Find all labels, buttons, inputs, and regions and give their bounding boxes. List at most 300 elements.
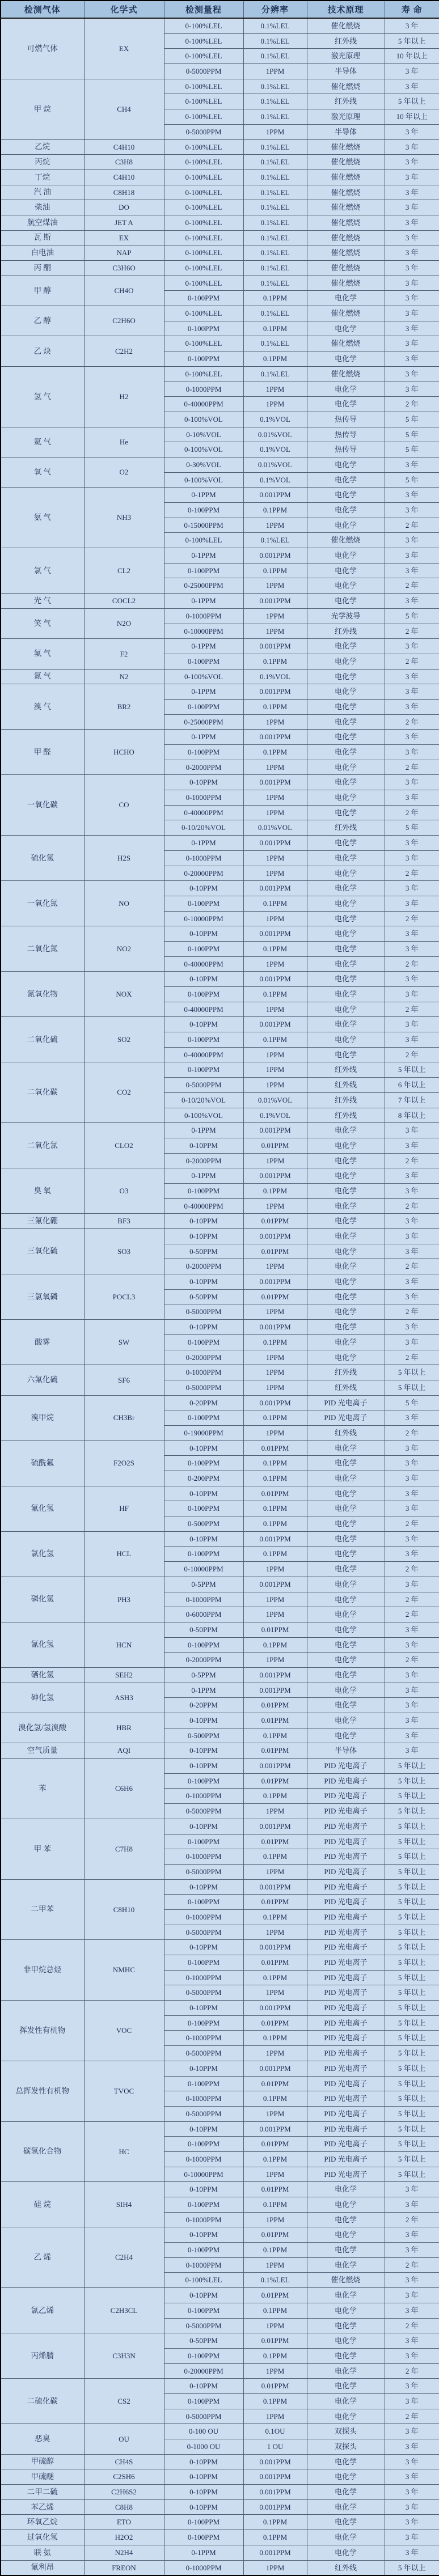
range-cell: 0-100%LEL [164, 230, 243, 245]
range-cell: 0-100PPM [164, 2393, 243, 2409]
principle-cell: 电化学 [307, 1259, 385, 1274]
lifespan-cell: 3 年 [385, 2515, 439, 2530]
lifespan-cell: 2 年 [385, 1153, 439, 1168]
principle-cell: 电化学 [307, 1244, 385, 1259]
resolution-cell: 0.001PPM [243, 639, 307, 654]
principle-cell: 电化学 [307, 2379, 385, 2394]
principle-cell: 半导体 [307, 64, 385, 79]
principle-cell: 电化学 [307, 2303, 385, 2318]
principle-cell: 激光原理 [307, 109, 385, 125]
range-cell: 0-10PPM [164, 1879, 243, 1895]
lifespan-cell: 3 年 [385, 730, 439, 745]
resolution-cell: 0.01PPM [243, 2015, 307, 2031]
lifespan-cell: 3 年 [385, 1577, 439, 1592]
principle-cell: PID 光电离子 [307, 2001, 385, 2016]
resolution-cell: 0.01PPM [243, 2227, 307, 2243]
lifespan-cell: 2 年 [385, 397, 439, 412]
principle-cell: 电化学 [307, 1622, 385, 1637]
range-cell: 0-50PPM [164, 2333, 243, 2349]
gas-name-cell: 溴甲烷 [1, 1395, 84, 1440]
principle-cell: 热传导 [307, 427, 385, 442]
principle-cell: 半导体 [307, 124, 385, 139]
lifespan-cell: 5 年以上 [385, 1834, 439, 1849]
range-cell: 0-1000PPM [164, 790, 243, 806]
formula-cell: C8H10 [84, 1879, 164, 1940]
table-row [1, 2454, 439, 2469]
resolution-cell: 0.1%LEL [243, 276, 307, 291]
formula-cell: SW [84, 1320, 164, 1365]
lifespan-cell: 3 年 [385, 366, 439, 382]
principle-cell: 电化学 [307, 1471, 385, 1486]
principle-cell: PID 光电离子 [307, 1879, 385, 1895]
range-cell: 0-10000PPM [164, 624, 243, 639]
table-row [1, 2499, 439, 2515]
principle-cell: 电化学 [307, 1229, 385, 1244]
principle-cell: 电化学 [307, 2545, 385, 2560]
gas-name-cell: 柴油 [1, 200, 84, 215]
principle-cell: PID 光电离子 [307, 2167, 385, 2182]
gas-name-cell: 一氧化碳 [1, 775, 84, 836]
formula-cell: C2H4 [84, 2227, 164, 2288]
table-row [1, 1365, 439, 1380]
range-cell: 0-10PPM [164, 1713, 243, 1728]
lifespan-cell: 2 年 [385, 2212, 439, 2227]
resolution-cell: 0.1PPM [243, 1547, 307, 1562]
principle-cell: 电化学 [307, 760, 385, 775]
range-cell: 0-10PPM [164, 2001, 243, 2016]
formula-cell: AQI [84, 1743, 164, 1759]
resolution-cell: 0.01PPM [243, 1244, 307, 1259]
formula-cell: CL2 [84, 548, 164, 594]
resolution-cell: 1PPM [243, 2318, 307, 2333]
formula-cell: BF3 [84, 1214, 164, 1229]
range-cell: 0-2000PPM [164, 1259, 243, 1274]
lifespan-cell: 5 年以上 [385, 1864, 439, 1879]
principle-cell: 电化学 [307, 745, 385, 760]
principle-cell: 催化燃烧 [307, 230, 385, 245]
principle-cell: 电化学 [307, 488, 385, 503]
lifespan-cell: 3 年 [385, 306, 439, 321]
principle-cell: PID 光电离子 [307, 1789, 385, 1804]
formula-cell: C4H10 [84, 139, 164, 155]
table-row [1, 1759, 439, 1774]
resolution-cell: 1PPM [243, 850, 307, 866]
principle-cell: 电化学 [307, 1637, 385, 1653]
range-cell: 0-1PPM [164, 2545, 243, 2560]
resolution-cell: 0.1PPM [243, 503, 307, 518]
principle-cell: 电化学 [307, 397, 385, 412]
gas-name-cell: 甲 烷 [1, 79, 84, 139]
lifespan-cell: 3 年 [385, 291, 439, 306]
lifespan-cell: 3 年 [385, 594, 439, 609]
range-cell: 0-100%VOL [164, 412, 243, 427]
resolution-cell: 0.001PPM [243, 1123, 307, 1138]
principle-cell: PID 光电离子 [307, 1909, 385, 1925]
principle-cell: 电化学 [307, 1017, 385, 1032]
resolution-cell: 0.1%LEL [243, 170, 307, 185]
range-cell: 0-100PPM [164, 941, 243, 956]
gas-name-cell: 二氧化氮 [1, 926, 84, 972]
resolution-cell: 1PPM [243, 790, 307, 806]
range-cell: 0-100%LEL [164, 306, 243, 321]
range-cell: 0-100%LEL [164, 79, 243, 94]
principle-cell: 电化学 [307, 291, 385, 306]
formula-cell: HF [84, 1486, 164, 1531]
resolution-cell: 0.1%LEL [243, 18, 307, 33]
resolution-cell: 0.1%LEL [243, 215, 307, 230]
table-row [1, 155, 439, 170]
principle-cell: 电化学 [307, 1274, 385, 1290]
lifespan-cell: 3 年 [385, 457, 439, 472]
range-cell: 0-100%LEL [164, 2273, 243, 2288]
table-row [1, 639, 439, 654]
principle-cell: 电化学 [307, 578, 385, 594]
lifespan-cell: 3 年 [385, 1501, 439, 1516]
principle-cell: 催化燃烧 [307, 200, 385, 215]
principle-cell: 电化学 [307, 730, 385, 745]
resolution-cell: 0.01%VOL [243, 1092, 307, 1108]
range-cell: 0-100PPM [164, 1501, 243, 1516]
resolution-cell: 0.1PPM [243, 2197, 307, 2213]
principle-cell: PID 光电离子 [307, 1864, 385, 1879]
formula-cell: NO2 [84, 926, 164, 972]
resolution-cell: 0.01PPM [243, 1138, 307, 1153]
table-row [1, 1940, 439, 1955]
table-row [1, 2469, 439, 2485]
lifespan-cell: 5 年以上 [385, 1773, 439, 1789]
range-cell: 0-500PPM [164, 1516, 243, 1532]
resolution-cell: 0.001PPM [243, 730, 307, 745]
resolution-cell: 0.1%LEL [243, 2273, 307, 2288]
lifespan-cell: 3 年 [385, 1486, 439, 1501]
formula-cell: NO [84, 881, 164, 926]
lifespan-cell: 3 年 [385, 775, 439, 790]
range-cell: 0-5000PPM [164, 1380, 243, 1395]
range-cell: 0-5000PPM [164, 2409, 243, 2424]
principle-cell: 催化燃烧 [307, 261, 385, 276]
resolution-cell: 0.01PPM [243, 1698, 307, 1713]
lifespan-cell: 3 年 [385, 2499, 439, 2515]
table-row [1, 1683, 439, 1698]
principle-cell: 催化燃烧 [307, 18, 385, 33]
lifespan-cell: 5 年 [385, 442, 439, 457]
principle-cell: 电化学 [307, 563, 385, 578]
resolution-cell: 0.1%LEL [243, 94, 307, 109]
principle-cell: 电化学 [307, 1214, 385, 1229]
formula-cell: DO [84, 200, 164, 215]
range-cell: 0-10%VOL [164, 427, 243, 442]
lifespan-cell: 5 年以上 [385, 1895, 439, 1910]
range-cell: 0-1000PPM [164, 2257, 243, 2273]
gas-name-cell: 挥发性有机物 [1, 2001, 84, 2061]
range-cell: 0-1000PPM [164, 2091, 243, 2107]
gas-name-cell: 丁烷 [1, 170, 84, 185]
resolution-cell: 0.001PPM [243, 1229, 307, 1244]
resolution-cell: 1PPM [243, 1153, 307, 1168]
range-cell: 0-100PPM [164, 2197, 243, 2213]
range-cell: 0-100%LEL [164, 261, 243, 276]
range-cell: 0-1PPM [164, 730, 243, 745]
formula-cell: EX [84, 18, 164, 79]
principle-cell: 电化学 [307, 1683, 385, 1698]
column-header-gas: 检测气体 [1, 1, 84, 18]
table-row [1, 2227, 439, 2243]
resolution-cell: 0.1PPM [243, 563, 307, 578]
range-cell: 0-10/20%VOL [164, 820, 243, 836]
lifespan-cell: 5 年以上 [385, 2031, 439, 2046]
resolution-cell: 1PPM [243, 2212, 307, 2227]
lifespan-cell: 6 年以上 [385, 1078, 439, 1093]
principle-cell: PID 光电离子 [307, 2076, 385, 2091]
principle-cell: PID 光电离子 [307, 1834, 385, 1849]
principle-cell: PID 光电离子 [307, 1925, 385, 1940]
table-row [1, 775, 439, 790]
principle-cell: 电化学 [307, 2515, 385, 2530]
lifespan-cell: 3 年 [385, 972, 439, 987]
principle-cell: PID 光电离子 [307, 2046, 385, 2061]
table-row [1, 2182, 439, 2197]
table-row [1, 594, 439, 609]
formula-cell: C2H2 [84, 336, 164, 366]
resolution-cell: 0.001PPM [243, 926, 307, 942]
lifespan-cell: 5 年以上 [385, 1940, 439, 1955]
table-row [1, 488, 439, 503]
resolution-cell: 1PPM [243, 2167, 307, 2182]
formula-cell: O2 [84, 457, 164, 487]
table-row [1, 548, 439, 564]
principle-cell: 电化学 [307, 850, 385, 866]
lifespan-cell: 3 年 [385, 2333, 439, 2349]
range-cell: 0-5000PPM [164, 1925, 243, 1940]
lifespan-cell: 3 年 [385, 1637, 439, 1653]
lifespan-cell: 3 年 [385, 1334, 439, 1350]
principle-cell: 电化学 [307, 2499, 385, 2515]
table-row [1, 1486, 439, 1501]
lifespan-cell: 5 年以上 [385, 1879, 439, 1895]
resolution-cell: 0.1%LEL [243, 336, 307, 351]
lifespan-cell: 2 年 [385, 578, 439, 594]
lifespan-cell: 3 年 [385, 836, 439, 851]
formula-cell: SF6 [84, 1365, 164, 1395]
resolution-cell: 0.001PPM [243, 1274, 307, 1290]
formula-cell: CH4 [84, 79, 164, 139]
principle-cell: 电化学 [307, 2363, 385, 2379]
lifespan-cell: 3 年 [385, 124, 439, 139]
gas-name-cell: 瓦 斯 [1, 230, 84, 245]
resolution-cell: 0.1PPM [243, 1637, 307, 1653]
range-cell: 0-1PPM [164, 594, 243, 609]
column-header-principle: 技术原理 [307, 1, 385, 18]
lifespan-cell: 3 年 [385, 1410, 439, 1426]
column-header-range: 检测量程 [164, 1, 243, 18]
formula-cell: C2H6S2 [84, 2485, 164, 2500]
lifespan-cell: 5 年以上 [385, 2015, 439, 2031]
principle-cell: 电化学 [307, 2469, 385, 2485]
table-row [1, 1743, 439, 1759]
gas-name-cell: 甲 醇 [1, 276, 84, 306]
table-row [1, 1819, 439, 1834]
gas-name-cell: 丙烷 [1, 155, 84, 170]
gas-name-cell: 苯乙烯 [1, 2499, 84, 2515]
lifespan-cell: 3 年 [385, 261, 439, 276]
range-cell: 0-10PPM [164, 2121, 243, 2137]
table-row [1, 2560, 439, 2575]
table-row [1, 669, 439, 684]
range-cell: 0-10PPM [164, 1531, 243, 1547]
lifespan-cell: 3 年 [385, 1123, 439, 1138]
gas-name-cell: 三氧化硫 [1, 1229, 84, 1274]
principle-cell: PID 光电离子 [307, 1804, 385, 1819]
table-row [1, 336, 439, 351]
range-cell: 0-10PPM [164, 1440, 243, 1456]
lifespan-cell: 3 年 [385, 1244, 439, 1259]
range-cell: 0-10PPM [164, 926, 243, 942]
resolution-cell: 0.01PPM [243, 2076, 307, 2091]
lifespan-cell: 3 年 [385, 1032, 439, 1048]
column-header-resolution: 分辨率 [243, 1, 307, 18]
resolution-cell: 1PPM [243, 1078, 307, 1093]
range-cell: 0-500PPM [164, 1728, 243, 1743]
resolution-cell: 0.001PPM [243, 1577, 307, 1592]
range-cell: 0-10PPM [164, 1138, 243, 1153]
gas-name-cell: 甲硫醇 [1, 2454, 84, 2469]
lifespan-cell: 3 年 [385, 850, 439, 866]
table-row [1, 2515, 439, 2530]
lifespan-cell: 3 年 [385, 336, 439, 351]
range-cell: 0-1000PPM [164, 2151, 243, 2167]
lifespan-cell: 3 年 [385, 926, 439, 942]
lifespan-cell: 3 年 [385, 1138, 439, 1153]
lifespan-cell: 5 年以上 [385, 1909, 439, 1925]
lifespan-cell: 5 年以上 [385, 94, 439, 109]
range-cell: 0-10/20%VOL [164, 1092, 243, 1108]
resolution-cell: 0.1%VOL [243, 442, 307, 457]
principle-cell: 电化学 [307, 911, 385, 926]
lifespan-cell: 2 年 [385, 518, 439, 533]
range-cell: 0-100%LEL [164, 18, 243, 33]
lifespan-cell: 3 年 [385, 2197, 439, 2213]
principle-cell: 电化学 [307, 1334, 385, 1350]
lifespan-cell: 3 年 [385, 2182, 439, 2197]
range-cell: 0-100%VOL [164, 1108, 243, 1123]
resolution-cell: 0.01PPM [243, 1214, 307, 1229]
principle-cell: PID 光电离子 [307, 1759, 385, 1774]
lifespan-cell: 3 年 [385, 639, 439, 654]
formula-cell: N2 [84, 669, 164, 684]
resolution-cell: 1PPM [243, 578, 307, 594]
lifespan-cell: 3 年 [385, 896, 439, 911]
resolution-cell: 1 OU [243, 2439, 307, 2455]
resolution-cell: 1PPM [243, 1304, 307, 1320]
principle-cell: PID 光电离子 [307, 1773, 385, 1789]
principle-cell: PID 光电离子 [307, 2106, 385, 2121]
range-cell: 0-50PPM [164, 1622, 243, 1637]
principle-cell: 催化燃烧 [307, 306, 385, 321]
resolution-cell: 1PPM [243, 866, 307, 881]
resolution-cell: 0.1PPM [243, 1849, 307, 1865]
resolution-cell: 0.1PPM [243, 2348, 307, 2363]
lifespan-cell: 3 年 [385, 185, 439, 200]
table-row [1, 2485, 439, 2500]
table-row [1, 1214, 439, 1229]
range-cell: 0-10PPM [164, 2379, 243, 2394]
principle-cell: 电化学 [307, 1713, 385, 1728]
formula-cell: N2H4 [84, 2545, 164, 2560]
range-cell: 0-50PPM [164, 1244, 243, 1259]
resolution-cell: 0.001PPM [243, 2121, 307, 2137]
lifespan-cell: 2 年 [385, 1607, 439, 1622]
formula-cell: BR2 [84, 684, 164, 730]
formula-cell: C3H8 [84, 155, 164, 170]
lifespan-cell: 5 年 [385, 472, 439, 488]
lifespan-cell: 5 年以上 [385, 1789, 439, 1804]
principle-cell: 催化燃烧 [307, 366, 385, 382]
range-cell: 0-100PPM [164, 2243, 243, 2258]
formula-cell: SIH4 [84, 2182, 164, 2227]
resolution-cell: 0.1PPM [243, 1410, 307, 1426]
range-cell: 0-40000PPM [164, 1198, 243, 1214]
range-cell: 0-1000PPM [164, 1909, 243, 1925]
resolution-cell: 0.1PPM [243, 1728, 307, 1743]
resolution-cell: 0.01%VOL [243, 820, 307, 836]
resolution-cell: 1PPM [243, 1002, 307, 1017]
gas-name-cell: 碳氢化合物 [1, 2121, 84, 2182]
range-cell: 0-10PPM [164, 1743, 243, 1759]
lifespan-cell: 3 年 [385, 230, 439, 245]
range-cell: 0-25000PPM [164, 714, 243, 730]
range-cell: 0-2000PPM [164, 1153, 243, 1168]
lifespan-cell: 3 年 [385, 881, 439, 896]
gas-name-cell: 氯乙烯 [1, 2288, 84, 2333]
range-cell: 0-10PPM [164, 881, 243, 896]
range-cell: 0-40000PPM [164, 1047, 243, 1062]
lifespan-cell: 5 年以上 [385, 1062, 439, 1078]
principle-cell: PID 光电离子 [307, 1940, 385, 1955]
formula-cell: FREON [84, 2560, 164, 2575]
range-cell: 0-100%VOL [164, 472, 243, 488]
gas-name-cell: 氰化氢 [1, 1622, 84, 1667]
principle-cell: 电化学 [307, 2197, 385, 2213]
resolution-cell: 0.1%LEL [243, 245, 307, 261]
gas-name-cell: 氯 气 [1, 548, 84, 594]
lifespan-cell: 10 年以上 [385, 109, 439, 125]
lifespan-cell: 2 年 [385, 1592, 439, 1607]
resolution-cell: 0.1PPM [243, 896, 307, 911]
gas-name-cell: 非甲烷总烃 [1, 1940, 84, 2001]
lifespan-cell: 3 年 [385, 1017, 439, 1032]
gas-name-cell: 磷化氢 [1, 1577, 84, 1622]
table-row [1, 1667, 439, 1683]
range-cell: 0-5000PPM [164, 1985, 243, 2001]
resolution-cell: 0.001PPM [243, 2469, 307, 2485]
resolution-cell: 0.1PPM [243, 2091, 307, 2107]
resolution-cell: 0.001PPM [243, 2545, 307, 2560]
formula-cell: H2 [84, 366, 164, 427]
resolution-cell: 0.001PPM [243, 2485, 307, 2500]
principle-cell: 电化学 [307, 1440, 385, 1456]
principle-cell: 电化学 [307, 1486, 385, 1501]
formula-cell: C3H6O [84, 261, 164, 276]
lifespan-cell: 3 年 [385, 1214, 439, 1229]
principle-cell: 催化燃烧 [307, 533, 385, 548]
resolution-cell: 1PPM [243, 911, 307, 926]
range-cell: 0-10PPM [164, 775, 243, 790]
principle-cell: 电化学 [307, 1501, 385, 1516]
table-row [1, 1531, 439, 1547]
lifespan-cell: 3 年 [385, 2439, 439, 2455]
principle-cell: 电化学 [307, 382, 385, 397]
gas-name-cell: 可燃气体 [1, 18, 84, 79]
